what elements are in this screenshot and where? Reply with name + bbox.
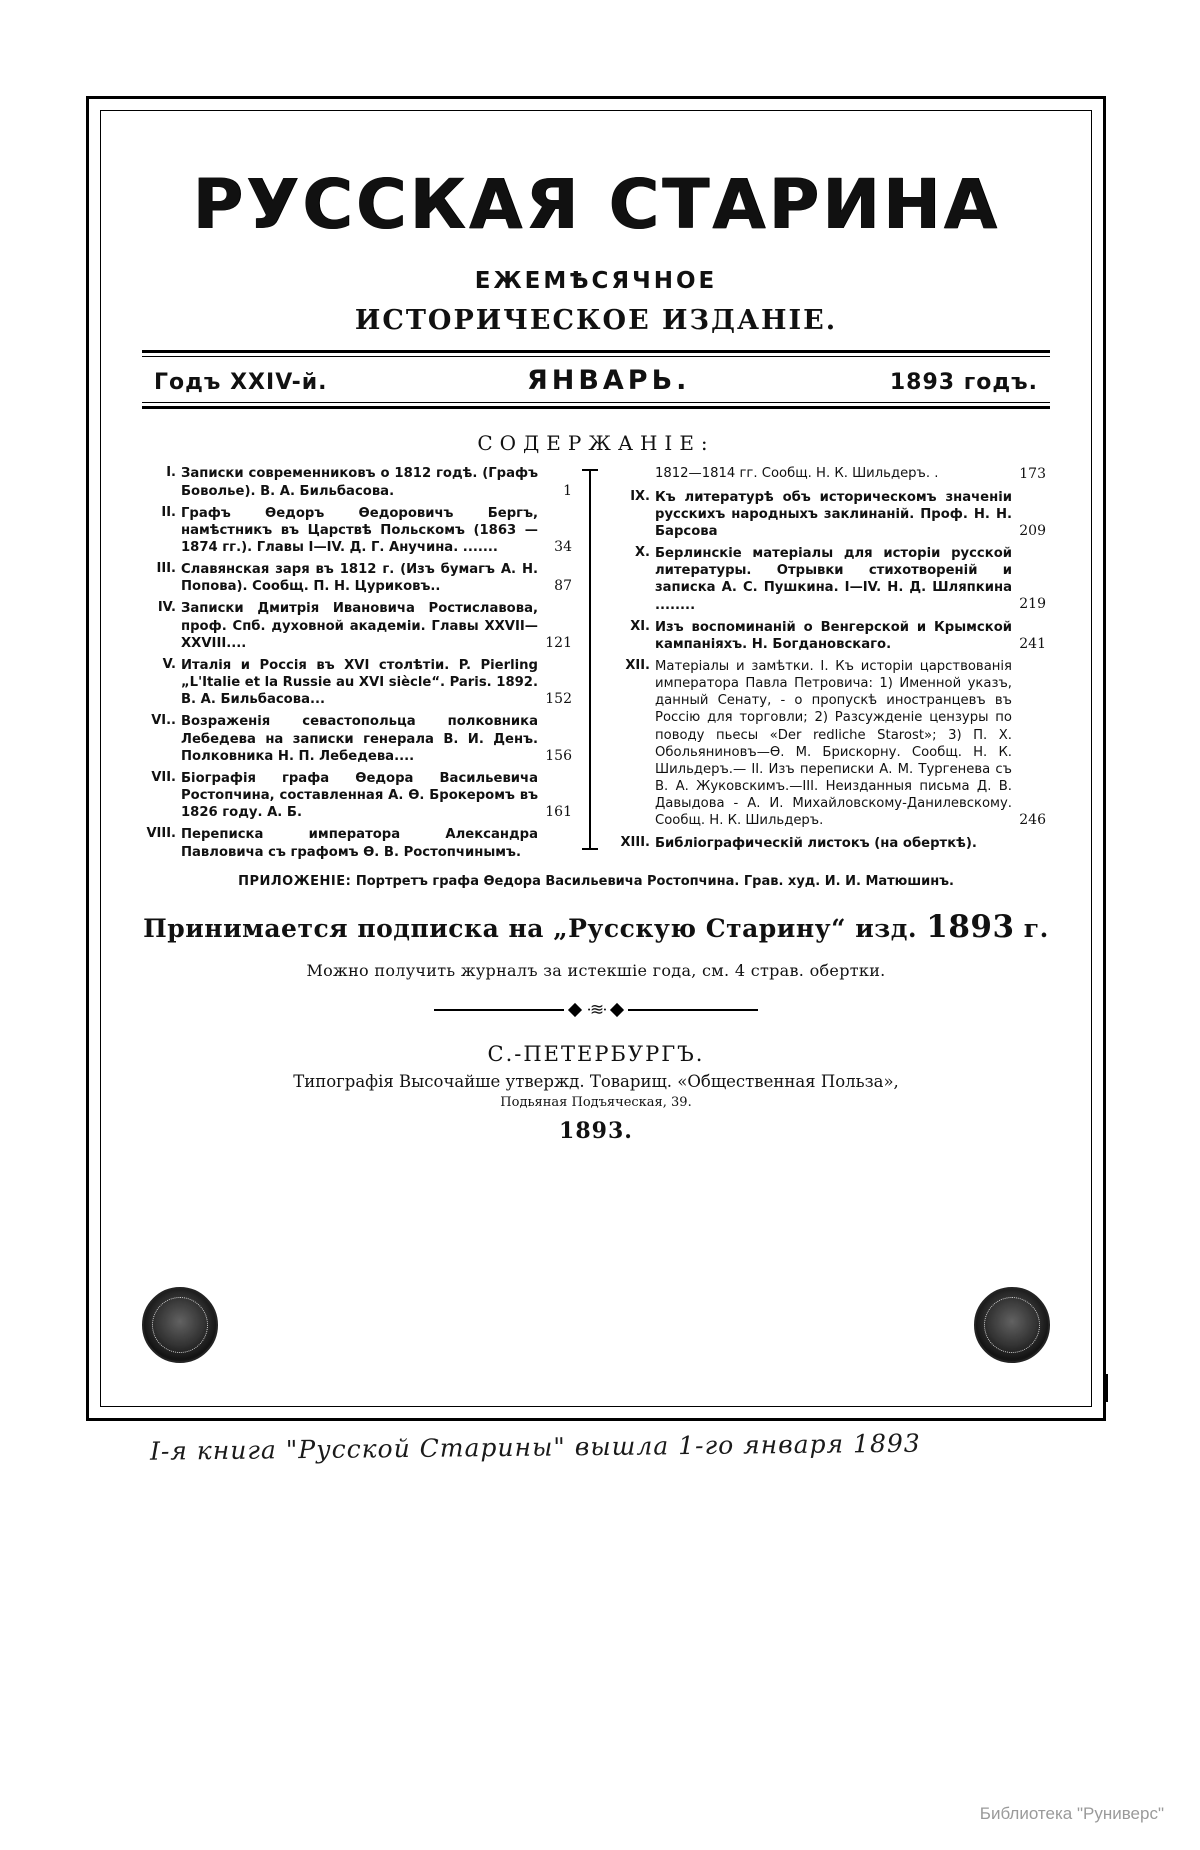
toc-entry-page: 87 — [554, 578, 572, 595]
toc-entry-title: Записки современниковъ о 1812 годѣ. (Графъ Боволье). В. А. Бильбасова. — [181, 466, 538, 499]
ornament-line-left — [434, 1009, 564, 1011]
toc-entry-title: Славянская заря въ 1812 г. (Изъ бумагъ А. Н. Попова). Сообщ. П. Н. Цуриковъ.. — [181, 562, 538, 595]
toc-entry-number: I. — [166, 465, 176, 481]
toc-entry-number: VI.. — [151, 713, 176, 729]
toc-entry-page: 152 — [545, 691, 572, 708]
journal-subtitle-periodicity: ЕЖЕМѢСЯЧНОЕ — [474, 268, 718, 295]
toc-entry — [616, 489, 1046, 540]
toc-entry — [142, 465, 572, 499]
imprint-press: Типографія Высочайше утвержд. Товарищ. «Общественная Польза», — [293, 1071, 899, 1091]
imprint-address: Подьяная Подъяческая, 39. — [500, 1094, 692, 1110]
toc-entry — [142, 600, 572, 651]
toc-entry — [142, 505, 572, 556]
toc-entry-number: X. — [635, 545, 650, 561]
toc-entry — [616, 835, 1046, 852]
toc-entry-title: Къ литературѣ объ историческомъ значеніи русскихъ народныхъ заклинаній. Проф. Н. Н. Барсова — [655, 489, 1012, 539]
toc-entry-page: 241 — [1019, 635, 1046, 652]
divider-rule-bottom — [142, 402, 1050, 409]
journal-subtitle-type: ИСТОРИЧЕСКОЕ ИЗДАНІЕ. — [354, 305, 838, 337]
toc-entry — [142, 713, 572, 764]
ornament-knot-icon: ·≋· — [586, 999, 606, 1019]
toc-entry-page: 34 — [554, 538, 572, 555]
toc-entry — [616, 545, 1046, 614]
toc-entry-title: 1812—1814 гг. Сообщ. Н. К. Шильдеръ. . — [655, 466, 939, 482]
subscription-text-before: Принимается подписка на „Русскую Старину“ изд. — [143, 913, 918, 943]
toc-entry-number: IV. — [157, 600, 176, 616]
issue-month: ЯНВАРЬ. — [526, 365, 691, 397]
toc-entry — [616, 619, 1046, 653]
toc-entry-page: 209 — [1019, 522, 1046, 539]
toc-entry — [142, 826, 572, 860]
issue-year-label: Годъ XXIV-й. — [154, 370, 328, 396]
ornament-diamond-right — [610, 1003, 624, 1017]
contents-heading: СОДЕРЖАНІЕ: — [477, 431, 715, 456]
contents-column-left — [142, 465, 588, 865]
issue-date: 1893 годъ. — [889, 370, 1038, 396]
ornament-diamond-left — [568, 1003, 582, 1017]
publisher-seal-right-icon — [974, 1287, 1050, 1363]
toc-entry-title: Записки Дмитрія Ивановича Ростиславова, проф. Спб. духовной академіи. Главы XXVII—XXVIII.... — [181, 601, 538, 651]
toc-entry-title: Берлинскіе матеріалы для исторіи русской литературы. Отрывки стихотвореній и записка А. С. Пушкина. I—IV. Н. Д. Шляпкина ........ — [655, 546, 1012, 613]
handwritten-note: I-я книга "Русской Старины" вышла 1-го января 1893 — [149, 1428, 921, 1466]
toc-entry — [616, 465, 1046, 483]
toc-entry-title: Изъ воспоминаній о Венгерской и Крымской кампаніяхъ. Н. Богдановскаго. — [655, 619, 1012, 652]
toc-entry-number: XI. — [630, 618, 650, 634]
toc-entry-title: Переписка императора Александра Павловича съ графомъ Ѳ. В. Ростопчинымъ. — [181, 827, 538, 860]
subscription-line — [142, 909, 1050, 945]
appendix-label: ПРИЛОЖЕНІЕ: — [238, 873, 352, 889]
divider-rule-top — [142, 350, 1050, 357]
toc-entry-page: 219 — [1019, 596, 1046, 613]
toc-entry — [616, 658, 1046, 830]
toc-entry-title: Графъ Ѳедоръ Ѳедоровичъ Бергъ, намѣстникъ въ Царствѣ Польскомъ (1863 — 1874 гг.). Главы I—IV. Д. Г. Анучина. ....... — [181, 505, 538, 555]
scan-edge-tick — [1106, 1374, 1108, 1402]
toc-entry-page: 246 — [1019, 812, 1046, 829]
toc-entry-number: IX. — [630, 488, 650, 504]
ornament-divider — [142, 1000, 1050, 1020]
library-watermark: Библиотека "Руниверс" — [979, 1804, 1164, 1823]
toc-entry-title: Италія и Россія въ XVI столѣтіи. P. Pierling „L'Italie et la Russie au XVI siècle“. Paris. 1892. В. А. Бильбасова... — [181, 657, 538, 708]
toc-entry — [142, 770, 572, 821]
toc-entry-number: XII. — [625, 657, 650, 673]
toc-entry-number: III. — [156, 561, 176, 577]
subscription-year: 1893 — [926, 908, 1015, 945]
toc-entry-page: 121 — [545, 634, 572, 651]
appendix-text: Портретъ графа Ѳедора Васильевича Ростопчина. Грав. худ. И. И. Матюшинъ. — [355, 873, 954, 889]
journal-title: РУССКАЯ СТАРИНА — [192, 165, 1000, 245]
contents-column-right — [588, 465, 1046, 865]
toc-entry-number: V. — [162, 656, 176, 672]
ornament-line-right — [628, 1009, 758, 1011]
subscription-text-after: г. — [1023, 913, 1049, 943]
publisher-seal-left-icon — [142, 1287, 218, 1363]
back-issues-note: Можно получить журналъ за истекшіе года, см. 4 страв. обертки. — [306, 960, 886, 980]
toc-entry-number: XIII. — [620, 834, 650, 850]
imprint-year: 1893. — [559, 1117, 633, 1144]
toc-entry-page: 156 — [545, 747, 572, 764]
toc-entry — [142, 561, 572, 595]
toc-entry — [142, 657, 572, 708]
title-page-content — [120, 126, 1072, 1391]
imprint-city: С.-ПЕТЕРБУРГЪ. — [487, 1041, 705, 1066]
toc-entry-title: Библіографическій листокъ (на оберткѣ). — [655, 835, 977, 851]
contents-columns — [142, 465, 1050, 865]
toc-entry-title: Біографія графа Ѳедора Васильевича Ростопчина, составленная А. Ѳ. Брокеромъ въ 1826 году. А. Б. — [181, 770, 538, 821]
toc-entry-number: VIII. — [146, 826, 176, 842]
appendix-line — [142, 874, 1050, 889]
toc-entry-title: Возраженія севастопольца полковника Лебедева на записки генерала В. И. Денъ. Полковника Н. П. Лебедева.... — [181, 714, 538, 764]
toc-entry-number: VII. — [151, 769, 176, 785]
imprint-block — [142, 1042, 1050, 1144]
toc-entry-page: 1 — [563, 482, 572, 499]
toc-entry-page: 173 — [1019, 466, 1046, 483]
toc-entry-number: II. — [161, 504, 176, 520]
toc-entry-page: 161 — [545, 804, 572, 821]
toc-entry-title: Матеріалы и замѣтки. I. Къ исторіи царствованія императора Павла Петровича: 1) Именной указъ, данный Сенату, - о пропускѣ иностранцевъ въ Россію для торговли; 2) Разсужденіе цензуры по поводу пьесы «Der redliche Starost»; 3) П. Х. Обольяниновъ—Ѳ. М. Брискорну. Сообщ. Н. К. Шильдеръ.— II. Изъ переписки А. М. Тургенева съ В. А. Жуковскимъ.—III. Неизданныя письма Д. В. Давыдова - А. И. Михайловскому-Данилевскому. Сообщ. Н. К. Шильдеръ. — [655, 658, 1012, 829]
issue-line — [142, 357, 1050, 402]
